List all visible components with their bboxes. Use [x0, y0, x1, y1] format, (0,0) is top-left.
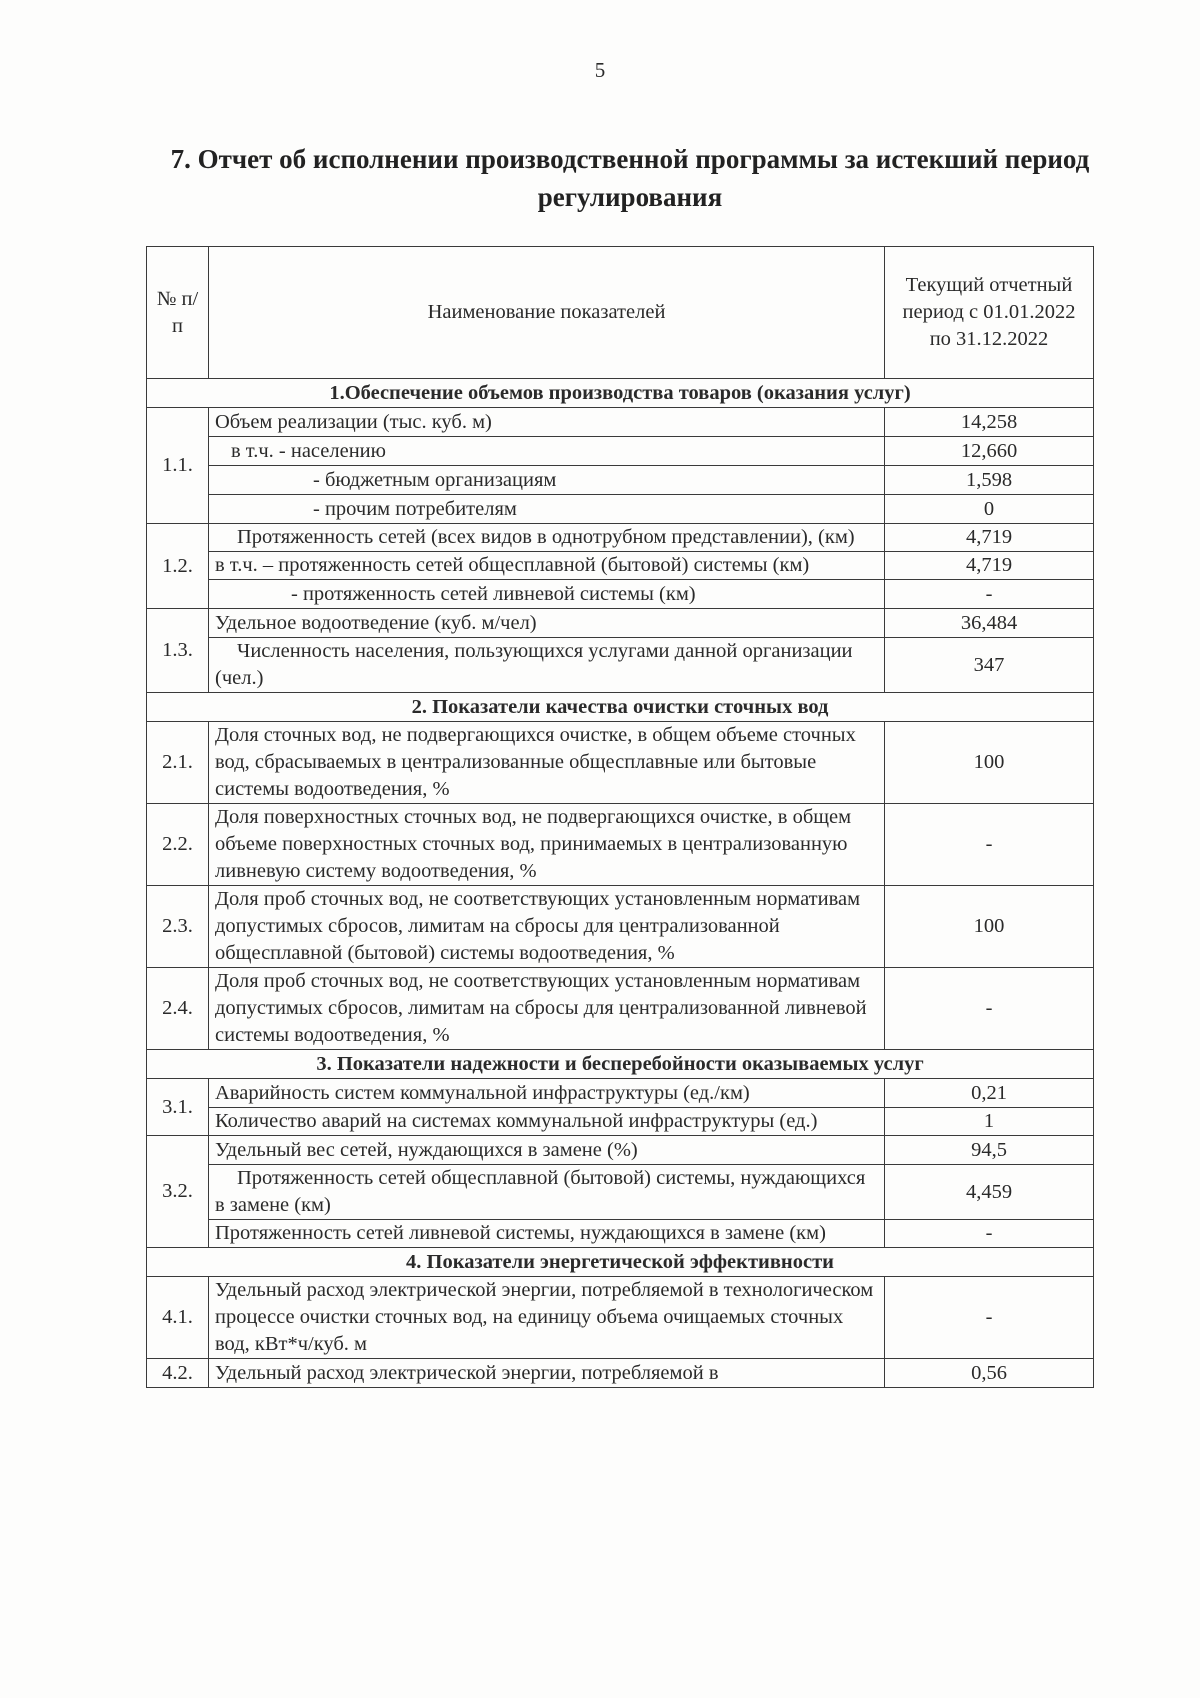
table-row [147, 1079, 1094, 1108]
row-name: Удельный расход электрической энергии, потребляемой в [209, 1359, 885, 1388]
row-name: в т.ч. - населению [209, 437, 885, 466]
table-row [147, 408, 1094, 437]
row-name: Доля поверхностных сточных вод, не подвергающихся очистке, в общем объеме поверхностных сточных вод, принимаемых в централизованную ливневую систему водоотведения, % [209, 804, 885, 886]
section-title: 3. Показатели надежности и бесперебойности оказываемых услуг [147, 1050, 1094, 1079]
row-value: 0 [885, 495, 1094, 524]
row-value: - [885, 968, 1094, 1050]
table-row [147, 1359, 1094, 1388]
row-value: - [885, 1277, 1094, 1359]
row-name: Удельный вес сетей, нуждающихся в замене (%) [209, 1136, 885, 1165]
row-value: 94,5 [885, 1136, 1094, 1165]
row-value: 4,459 [885, 1165, 1094, 1220]
row-value: 1 [885, 1108, 1094, 1136]
row-number: 2.3. [147, 886, 209, 968]
row-name: Доля сточных вод, не подвергающихся очистке, в общем объеме сточных вод, сбрасываемых в централизованные общесплавные или бытовые системы водоотведения, % [209, 722, 885, 804]
row-number: 2.1. [147, 722, 209, 804]
row-value: 4,719 [885, 552, 1094, 580]
row-value: 0,56 [885, 1359, 1094, 1388]
section-title: 1.Обеспечение объемов производства товаров (оказания услуг) [147, 379, 1094, 408]
row-name: Удельное водоотведение (куб. м/чел) [209, 609, 885, 638]
row-name: Объем реализации (тыс. куб. м) [209, 408, 885, 437]
table-row [147, 524, 1094, 552]
table-row [147, 1108, 1094, 1136]
row-name: Численность населения, пользующихся услугами данной организации (чел.) [209, 638, 885, 693]
row-value: - [885, 804, 1094, 886]
table-row [147, 722, 1094, 804]
table-row [147, 609, 1094, 638]
row-name: - прочим потребителям [209, 495, 885, 524]
row-value: 4,719 [885, 524, 1094, 552]
row-name: Протяженность сетей общесплавной (бытовой) системы, нуждающихся в замене (км) [209, 1165, 885, 1220]
table-row [147, 638, 1094, 693]
header-number: № п/п [147, 247, 209, 379]
row-value: 12,660 [885, 437, 1094, 466]
row-value: 100 [885, 886, 1094, 968]
table-row [147, 1165, 1094, 1220]
header-period: Текущий отчетный период с 01.01.2022 по 31.12.2022 [885, 247, 1094, 379]
row-name: Аварийность систем коммунальной инфраструктуры (ед./км) [209, 1079, 885, 1108]
row-number: 4.1. [147, 1277, 209, 1359]
row-number: 2.4. [147, 968, 209, 1050]
table-row [147, 495, 1094, 524]
row-name: Протяженность сетей ливневой системы, нуждающихся в замене (км) [209, 1220, 885, 1248]
row-value: - [885, 1220, 1094, 1248]
table-row [147, 466, 1094, 495]
row-value: 0,21 [885, 1079, 1094, 1108]
row-value: 36,484 [885, 609, 1094, 638]
table-row [147, 437, 1094, 466]
row-value: - [885, 580, 1094, 609]
row-name: Протяженность сетей (всех видов в однотрубном представлении), (км) [209, 524, 885, 552]
row-name: Удельный расход электрической энергии, потребляемой в технологическом процессе очистки сточных вод, на единицу объема очищаемых сточных вод, кВт*ч/куб. м [209, 1277, 885, 1359]
table-row [147, 804, 1094, 886]
table-row [147, 580, 1094, 609]
section-title: 4. Показатели энергетической эффективности [147, 1248, 1094, 1277]
row-value: 347 [885, 638, 1094, 693]
row-name: Количество аварий на системах коммунальной инфраструктуры (ед.) [209, 1108, 885, 1136]
section-title: 2. Показатели качества очистки сточных вод [147, 693, 1094, 722]
table-row [147, 968, 1094, 1050]
row-name: - бюджетным организациям [209, 466, 885, 495]
row-value: 1,598 [885, 466, 1094, 495]
table-row [147, 1277, 1094, 1359]
row-number: 1.1. [147, 408, 209, 524]
document-title: 7. Отчет об исполнении производственной программы за истекший период регулирования [170, 144, 1090, 212]
row-name: - протяженность сетей ливневой системы (км) [209, 580, 885, 609]
row-value: 100 [885, 722, 1094, 804]
page-number: 5 [594, 58, 606, 82]
row-name: Доля проб сточных вод, не соответствующих установленным нормативам допустимых сбросов, лимитам на сбросы для централизованной ливневой системы водоотведения, % [209, 968, 885, 1050]
row-name: в т.ч. – протяженность сетей общесплавной (бытовой) системы (км) [209, 552, 885, 580]
row-number: 3.2. [147, 1136, 209, 1248]
row-number: 2.2. [147, 804, 209, 886]
row-number: 1.2. [147, 524, 209, 609]
row-number: 3.1. [147, 1079, 209, 1136]
header-indicator-name: Наименование показателей [209, 247, 885, 379]
row-number: 1.3. [147, 609, 209, 693]
row-name: Доля проб сточных вод, не соответствующих установленным нормативам допустимых сбросов, лимитам на сбросы для централизованной общесплавной (бытовой) системы водоотведения, % [209, 886, 885, 968]
report-table [146, 246, 1094, 1388]
row-number: 4.2. [147, 1359, 209, 1388]
table-header-row [147, 247, 1094, 379]
table-row [147, 1220, 1094, 1248]
table-row [147, 886, 1094, 968]
table-row [147, 552, 1094, 580]
table-row [147, 1136, 1094, 1165]
row-value: 14,258 [885, 408, 1094, 437]
